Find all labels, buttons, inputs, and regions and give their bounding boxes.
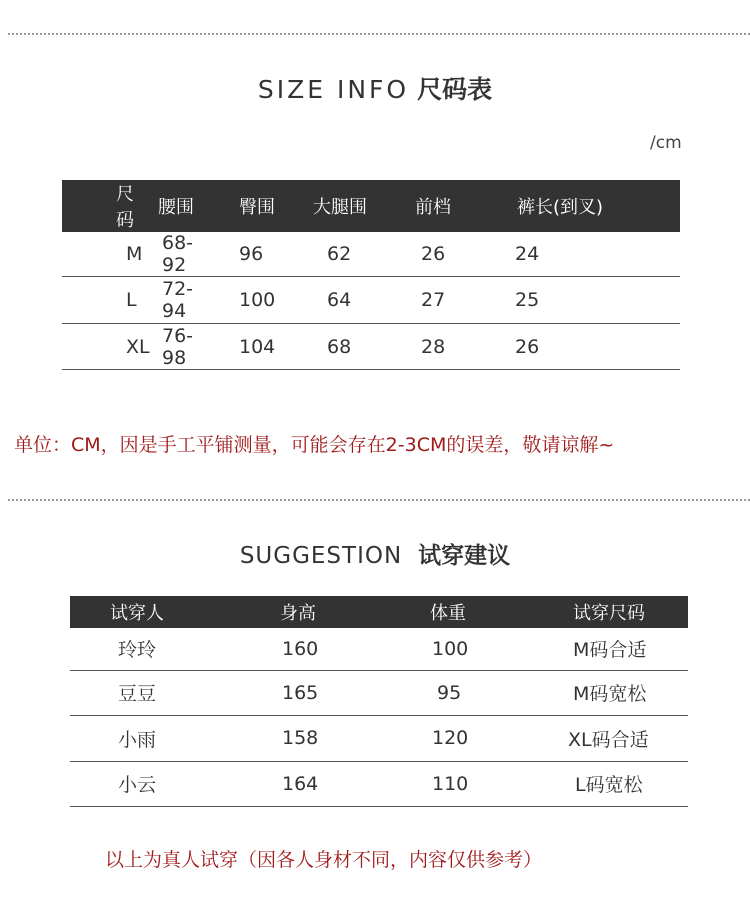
- top-dotted-divider: [8, 33, 750, 35]
- middle-dotted-divider: [8, 499, 750, 501]
- size-cell: 25: [475, 277, 680, 324]
- size-cell: 104: [215, 324, 287, 370]
- size-cell: M: [62, 232, 120, 277]
- size-header-cell: 裤长(到叉): [475, 180, 680, 232]
- fit-cell: 164: [225, 761, 375, 806]
- table-row: [70, 761, 688, 806]
- fit-cell: M码合适: [518, 628, 688, 670]
- suggestion-title-zh: 试穿建议: [418, 543, 511, 569]
- size-cell: 26: [475, 324, 680, 370]
- size-info-heading: [0, 70, 750, 106]
- fit-cell: 160: [225, 628, 375, 670]
- size-cell: 24: [475, 232, 680, 277]
- suggestion-heading: [0, 537, 750, 570]
- fit-cell: 玲玲: [70, 628, 225, 670]
- size-cell: 64: [287, 277, 389, 324]
- fit-header-cell: 试穿人: [70, 596, 225, 628]
- size-cell: 26: [389, 232, 475, 277]
- size-cell: 76-98: [120, 324, 215, 370]
- fit-cell: 95: [375, 670, 518, 715]
- size-cell: 68-92: [120, 232, 215, 277]
- size-cell: 28: [389, 324, 475, 370]
- unit-label: /cm: [650, 133, 682, 153]
- fit-table-header: [70, 596, 688, 628]
- fit-cell: 165: [225, 670, 375, 715]
- table-row: [70, 670, 688, 715]
- fit-cell: XL码合适: [518, 715, 688, 761]
- fit-cell: 158: [225, 715, 375, 761]
- size-cell: 68: [287, 324, 389, 370]
- fit-cell: 小雨: [70, 715, 225, 761]
- size-table: [62, 180, 680, 370]
- size-cell: 96: [215, 232, 287, 277]
- table-row: [70, 715, 688, 761]
- fit-cell: 豆豆: [70, 670, 225, 715]
- fit-cell: 小云: [70, 761, 225, 806]
- table-row: [62, 232, 680, 277]
- fit-header-cell: 身高: [225, 596, 375, 628]
- fit-suggestion-table: [70, 596, 688, 807]
- measurement-note: 单位：CM，因是手工平铺测量，可能会存在2-3CM的误差，敬请谅解~: [14, 434, 615, 456]
- fit-header-cell: 体重: [375, 596, 518, 628]
- suggestion-title-en: SUGGESTION: [239, 543, 403, 569]
- fit-cell: 120: [375, 715, 518, 761]
- size-cell: XL: [62, 324, 120, 370]
- table-row: [70, 628, 688, 670]
- fit-cell: 100: [375, 628, 518, 670]
- table-row: [62, 324, 680, 370]
- size-header-cell: 腰围: [120, 180, 215, 232]
- size-info-title-zh: 尺码表: [417, 75, 493, 104]
- size-cell: L: [62, 277, 120, 324]
- fit-cell: M码宽松: [518, 670, 688, 715]
- size-cell: 72-94: [120, 277, 215, 324]
- size-cell: 100: [215, 277, 287, 324]
- size-header-cell: 前档: [389, 180, 475, 232]
- fit-cell: 110: [375, 761, 518, 806]
- table-row: [62, 277, 680, 324]
- size-cell: 27: [389, 277, 475, 324]
- fit-cell: L码宽松: [518, 761, 688, 806]
- size-header-cell: 臀围: [215, 180, 287, 232]
- size-info-title-en: SIZE INFO: [257, 75, 410, 104]
- size-header-cell: 尺码: [62, 180, 120, 232]
- size-header-cell: 大腿围: [287, 180, 389, 232]
- fit-header-cell: 试穿尺码: [518, 596, 688, 628]
- fit-disclaimer-note: 以上为真人试穿（因各人身材不同，内容仅供参考）: [105, 849, 543, 871]
- size-cell: 62: [287, 232, 389, 277]
- size-table-header: [62, 180, 680, 232]
